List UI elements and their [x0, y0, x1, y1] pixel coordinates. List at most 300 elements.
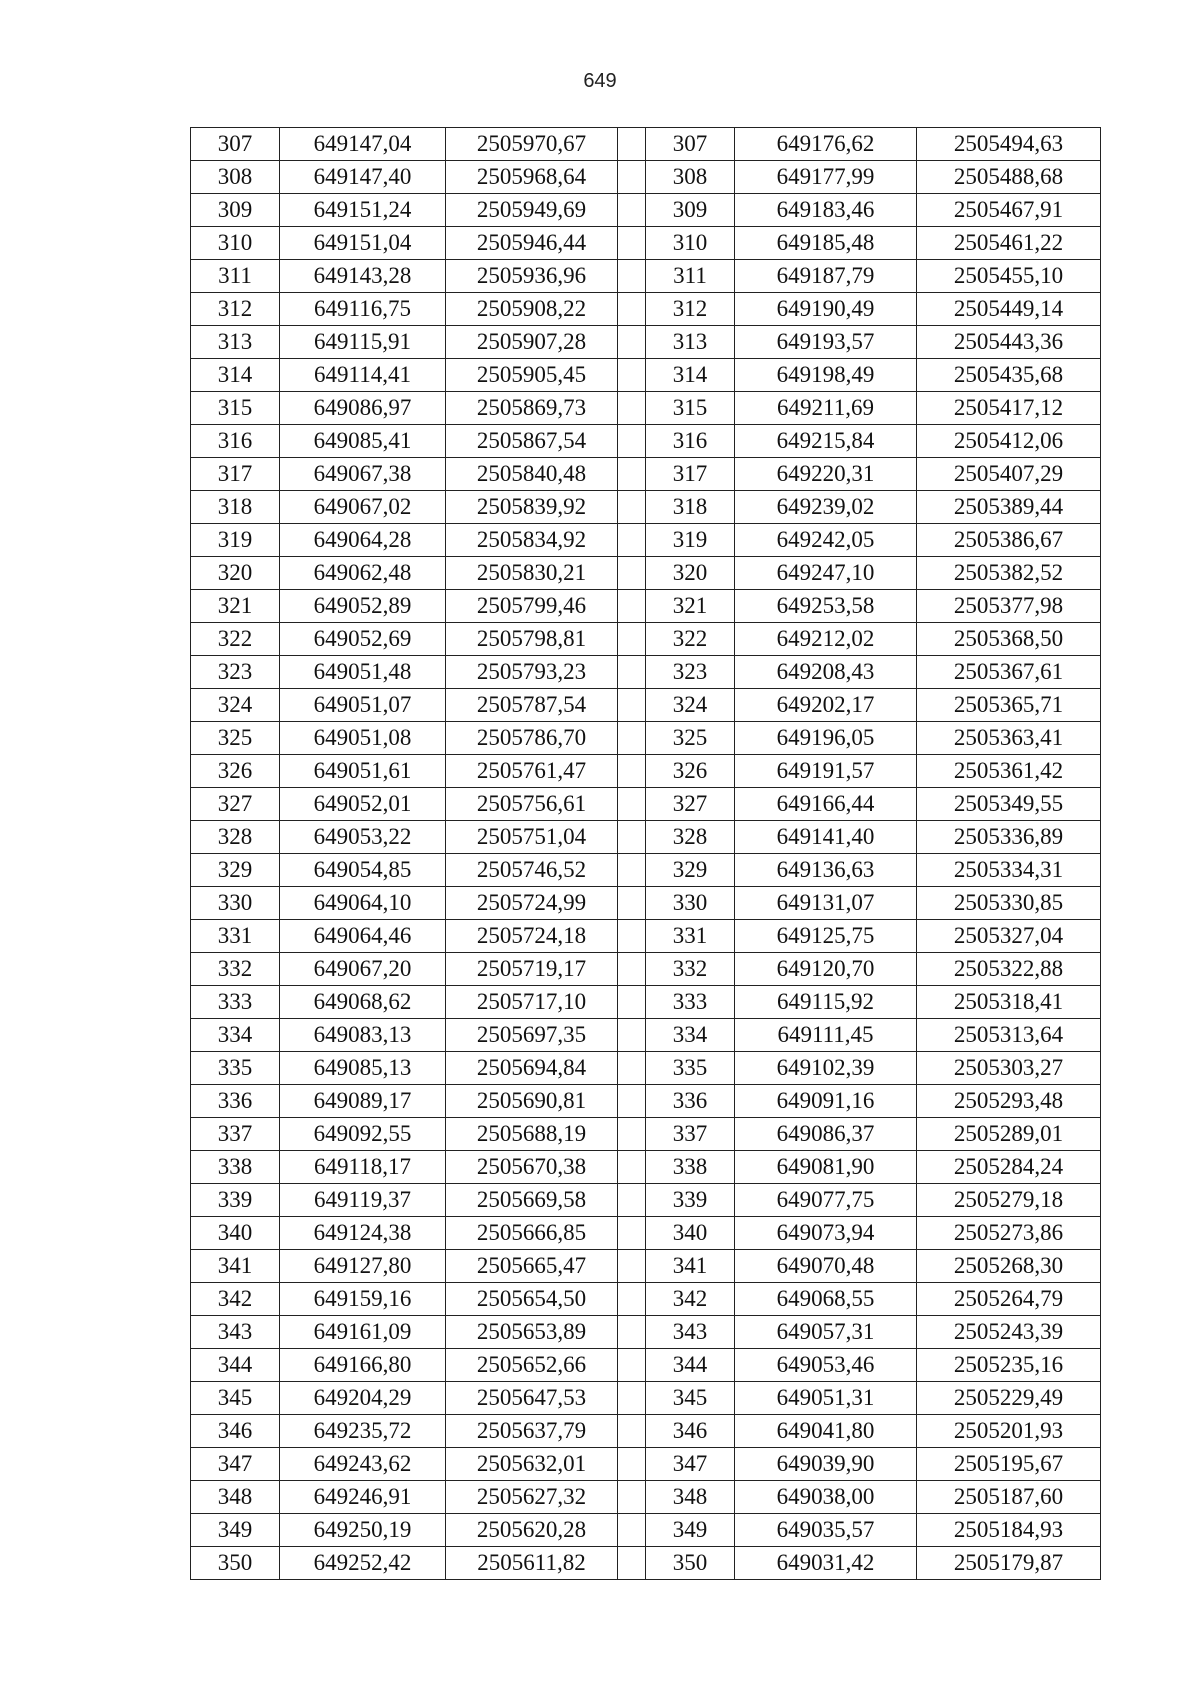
right-point-number: 328: [646, 821, 735, 854]
right-x-coordinate: 649091,16: [735, 1085, 917, 1118]
left-x-coordinate: 649053,22: [280, 821, 446, 854]
left-point-number: 312: [191, 293, 280, 326]
right-y-coordinate: 2505284,24: [917, 1151, 1101, 1184]
table-row: [191, 854, 1101, 887]
left-point-number: 324: [191, 689, 280, 722]
right-y-coordinate: 2505367,61: [917, 656, 1101, 689]
left-x-coordinate: 649064,10: [280, 887, 446, 920]
left-x-coordinate: 649252,42: [280, 1547, 446, 1580]
right-x-coordinate: 649041,80: [735, 1415, 917, 1448]
right-point-number: 346: [646, 1415, 735, 1448]
right-x-coordinate: 649193,57: [735, 326, 917, 359]
right-y-coordinate: 2505349,55: [917, 788, 1101, 821]
right-y-coordinate: 2505386,67: [917, 524, 1101, 557]
right-x-coordinate: 649247,10: [735, 557, 917, 590]
separator-cell: [618, 722, 646, 755]
left-y-coordinate: 2505724,99: [446, 887, 618, 920]
separator-cell: [618, 260, 646, 293]
right-point-number: 309: [646, 194, 735, 227]
table-row: [191, 1415, 1101, 1448]
separator-cell: [618, 1415, 646, 1448]
right-x-coordinate: 649120,70: [735, 953, 917, 986]
separator-cell: [618, 1019, 646, 1052]
right-y-coordinate: 2505368,50: [917, 623, 1101, 656]
left-y-coordinate: 2505793,23: [446, 656, 618, 689]
right-y-coordinate: 2505327,04: [917, 920, 1101, 953]
separator-cell: [618, 1052, 646, 1085]
right-x-coordinate: 649057,31: [735, 1316, 917, 1349]
left-x-coordinate: 649166,80: [280, 1349, 446, 1382]
left-y-coordinate: 2505653,89: [446, 1316, 618, 1349]
right-y-coordinate: 2505179,87: [917, 1547, 1101, 1580]
table-row: [191, 1547, 1101, 1580]
left-y-coordinate: 2505654,50: [446, 1283, 618, 1316]
left-point-number: 343: [191, 1316, 280, 1349]
left-point-number: 334: [191, 1019, 280, 1052]
separator-cell: [618, 194, 646, 227]
table-row: [191, 887, 1101, 920]
left-point-number: 331: [191, 920, 280, 953]
left-point-number: 320: [191, 557, 280, 590]
table-row: [191, 623, 1101, 656]
right-y-coordinate: 2505289,01: [917, 1118, 1101, 1151]
left-point-number: 348: [191, 1481, 280, 1514]
right-point-number: 329: [646, 854, 735, 887]
right-point-number: 335: [646, 1052, 735, 1085]
right-point-number: 321: [646, 590, 735, 623]
right-x-coordinate: 649215,84: [735, 425, 917, 458]
right-x-coordinate: 649196,05: [735, 722, 917, 755]
right-x-coordinate: 649039,90: [735, 1448, 917, 1481]
right-y-coordinate: 2505412,06: [917, 425, 1101, 458]
separator-cell: [618, 359, 646, 392]
separator-cell: [618, 623, 646, 656]
left-y-coordinate: 2505717,10: [446, 986, 618, 1019]
right-y-coordinate: 2505229,49: [917, 1382, 1101, 1415]
table-row: [191, 557, 1101, 590]
table-row: [191, 293, 1101, 326]
right-x-coordinate: 649070,48: [735, 1250, 917, 1283]
left-point-number: 335: [191, 1052, 280, 1085]
right-y-coordinate: 2505334,31: [917, 854, 1101, 887]
separator-cell: [618, 491, 646, 524]
right-x-coordinate: 649051,31: [735, 1382, 917, 1415]
left-x-coordinate: 649083,13: [280, 1019, 446, 1052]
right-point-number: 336: [646, 1085, 735, 1118]
separator-cell: [618, 392, 646, 425]
right-point-number: 341: [646, 1250, 735, 1283]
table-row: [191, 755, 1101, 788]
left-x-coordinate: 649085,13: [280, 1052, 446, 1085]
table-row: [191, 689, 1101, 722]
right-point-number: 325: [646, 722, 735, 755]
separator-cell: [618, 1217, 646, 1250]
right-x-coordinate: 649211,69: [735, 392, 917, 425]
left-point-number: 342: [191, 1283, 280, 1316]
separator-cell: [618, 326, 646, 359]
table-row: [191, 227, 1101, 260]
right-point-number: 327: [646, 788, 735, 821]
left-point-number: 346: [191, 1415, 280, 1448]
table-row: [191, 1151, 1101, 1184]
left-y-coordinate: 2505970,67: [446, 128, 618, 161]
left-point-number: 317: [191, 458, 280, 491]
left-y-coordinate: 2505694,84: [446, 1052, 618, 1085]
separator-cell: [618, 887, 646, 920]
left-point-number: 316: [191, 425, 280, 458]
page-number: 649: [583, 70, 617, 92]
left-x-coordinate: 649052,89: [280, 590, 446, 623]
separator-cell: [618, 1448, 646, 1481]
table-row: [191, 1349, 1101, 1382]
right-x-coordinate: 649073,94: [735, 1217, 917, 1250]
right-y-coordinate: 2505184,93: [917, 1514, 1101, 1547]
table-row: [191, 1217, 1101, 1250]
left-x-coordinate: 649054,85: [280, 854, 446, 887]
right-x-coordinate: 649115,92: [735, 986, 917, 1019]
left-y-coordinate: 2505697,35: [446, 1019, 618, 1052]
left-y-coordinate: 2505834,92: [446, 524, 618, 557]
right-x-coordinate: 649081,90: [735, 1151, 917, 1184]
left-y-coordinate: 2505761,47: [446, 755, 618, 788]
right-point-number: 333: [646, 986, 735, 1019]
left-point-number: 325: [191, 722, 280, 755]
right-y-coordinate: 2505235,16: [917, 1349, 1101, 1382]
right-point-number: 314: [646, 359, 735, 392]
table-row: [191, 1052, 1101, 1085]
separator-cell: [618, 788, 646, 821]
left-x-coordinate: 649143,28: [280, 260, 446, 293]
table-row: [191, 392, 1101, 425]
right-x-coordinate: 649253,58: [735, 590, 917, 623]
right-point-number: 330: [646, 887, 735, 920]
right-x-coordinate: 649208,43: [735, 656, 917, 689]
left-x-coordinate: 649089,17: [280, 1085, 446, 1118]
right-point-number: 331: [646, 920, 735, 953]
right-point-number: 324: [646, 689, 735, 722]
table-row: [191, 986, 1101, 1019]
right-point-number: 322: [646, 623, 735, 656]
left-y-coordinate: 2505746,52: [446, 854, 618, 887]
right-point-number: 344: [646, 1349, 735, 1382]
table-row: [191, 359, 1101, 392]
left-y-coordinate: 2505949,69: [446, 194, 618, 227]
left-point-number: 341: [191, 1250, 280, 1283]
right-y-coordinate: 2505313,64: [917, 1019, 1101, 1052]
left-y-coordinate: 2505799,46: [446, 590, 618, 623]
right-y-coordinate: 2505201,93: [917, 1415, 1101, 1448]
right-x-coordinate: 649202,17: [735, 689, 917, 722]
left-x-coordinate: 649086,97: [280, 392, 446, 425]
left-y-coordinate: 2505908,22: [446, 293, 618, 326]
separator-cell: [618, 1382, 646, 1415]
left-x-coordinate: 649051,08: [280, 722, 446, 755]
table-row: [191, 1184, 1101, 1217]
separator-cell: [618, 1349, 646, 1382]
separator-cell: [618, 1316, 646, 1349]
left-point-number: 318: [191, 491, 280, 524]
left-y-coordinate: 2505907,28: [446, 326, 618, 359]
right-x-coordinate: 649131,07: [735, 887, 917, 920]
right-point-number: 318: [646, 491, 735, 524]
right-x-coordinate: 649185,48: [735, 227, 917, 260]
table-row: [191, 590, 1101, 623]
table-row: [191, 458, 1101, 491]
separator-cell: [618, 953, 646, 986]
right-point-number: 313: [646, 326, 735, 359]
left-y-coordinate: 2505756,61: [446, 788, 618, 821]
left-y-coordinate: 2505665,47: [446, 1250, 618, 1283]
left-point-number: 329: [191, 854, 280, 887]
separator-cell: [618, 1547, 646, 1580]
left-y-coordinate: 2505719,17: [446, 953, 618, 986]
right-y-coordinate: 2505363,41: [917, 722, 1101, 755]
right-point-number: 339: [646, 1184, 735, 1217]
separator-cell: [618, 1250, 646, 1283]
left-x-coordinate: 649052,69: [280, 623, 446, 656]
right-y-coordinate: 2505449,14: [917, 293, 1101, 326]
right-y-coordinate: 2505455,10: [917, 260, 1101, 293]
separator-cell: [618, 458, 646, 491]
left-point-number: 323: [191, 656, 280, 689]
table-row: [191, 953, 1101, 986]
left-point-number: 337: [191, 1118, 280, 1151]
right-point-number: 349: [646, 1514, 735, 1547]
left-y-coordinate: 2505632,01: [446, 1448, 618, 1481]
left-point-number: 315: [191, 392, 280, 425]
left-point-number: 322: [191, 623, 280, 656]
left-y-coordinate: 2505839,92: [446, 491, 618, 524]
separator-cell: [618, 821, 646, 854]
left-x-coordinate: 649246,91: [280, 1481, 446, 1514]
right-x-coordinate: 649038,00: [735, 1481, 917, 1514]
right-y-coordinate: 2505268,30: [917, 1250, 1101, 1283]
left-y-coordinate: 2505652,66: [446, 1349, 618, 1382]
right-y-coordinate: 2505330,85: [917, 887, 1101, 920]
right-x-coordinate: 649086,37: [735, 1118, 917, 1151]
left-y-coordinate: 2505830,21: [446, 557, 618, 590]
table-row: [191, 491, 1101, 524]
left-y-coordinate: 2505647,53: [446, 1382, 618, 1415]
left-point-number: 321: [191, 590, 280, 623]
left-y-coordinate: 2505787,54: [446, 689, 618, 722]
table-row: [191, 128, 1101, 161]
left-point-number: 344: [191, 1349, 280, 1382]
separator-cell: [618, 1481, 646, 1514]
table-row: [191, 1316, 1101, 1349]
right-point-number: 337: [646, 1118, 735, 1151]
left-point-number: 307: [191, 128, 280, 161]
left-x-coordinate: 649064,46: [280, 920, 446, 953]
right-x-coordinate: 649198,49: [735, 359, 917, 392]
left-y-coordinate: 2505611,82: [446, 1547, 618, 1580]
left-point-number: 338: [191, 1151, 280, 1184]
separator-cell: [618, 1085, 646, 1118]
left-x-coordinate: 649159,16: [280, 1283, 446, 1316]
right-point-number: 319: [646, 524, 735, 557]
left-point-number: 349: [191, 1514, 280, 1547]
right-point-number: 307: [646, 128, 735, 161]
right-x-coordinate: 649183,46: [735, 194, 917, 227]
table-row: [191, 1085, 1101, 1118]
left-y-coordinate: 2505867,54: [446, 425, 618, 458]
left-y-coordinate: 2505905,45: [446, 359, 618, 392]
table-row: [191, 1283, 1101, 1316]
right-y-coordinate: 2505407,29: [917, 458, 1101, 491]
right-y-coordinate: 2505417,12: [917, 392, 1101, 425]
left-point-number: 336: [191, 1085, 280, 1118]
left-x-coordinate: 649147,04: [280, 128, 446, 161]
right-y-coordinate: 2505279,18: [917, 1184, 1101, 1217]
left-x-coordinate: 649151,24: [280, 194, 446, 227]
right-y-coordinate: 2505389,44: [917, 491, 1101, 524]
coordinates-table-body: [191, 128, 1101, 1580]
left-x-coordinate: 649068,62: [280, 986, 446, 1019]
right-x-coordinate: 649191,57: [735, 755, 917, 788]
left-point-number: 308: [191, 161, 280, 194]
right-point-number: 332: [646, 953, 735, 986]
left-x-coordinate: 649250,19: [280, 1514, 446, 1547]
right-x-coordinate: 649102,39: [735, 1052, 917, 1085]
separator-cell: [618, 425, 646, 458]
right-y-coordinate: 2505461,22: [917, 227, 1101, 260]
right-point-number: 323: [646, 656, 735, 689]
right-point-number: 315: [646, 392, 735, 425]
separator-cell: [618, 986, 646, 1019]
left-y-coordinate: 2505724,18: [446, 920, 618, 953]
right-point-number: 334: [646, 1019, 735, 1052]
right-point-number: 348: [646, 1481, 735, 1514]
left-point-number: 328: [191, 821, 280, 854]
right-point-number: 343: [646, 1316, 735, 1349]
left-point-number: 345: [191, 1382, 280, 1415]
left-x-coordinate: 649115,91: [280, 326, 446, 359]
left-x-coordinate: 649116,75: [280, 293, 446, 326]
table-row: [191, 1118, 1101, 1151]
right-point-number: 347: [646, 1448, 735, 1481]
right-point-number: 311: [646, 260, 735, 293]
left-point-number: 319: [191, 524, 280, 557]
left-x-coordinate: 649127,80: [280, 1250, 446, 1283]
left-y-coordinate: 2505670,38: [446, 1151, 618, 1184]
separator-cell: [618, 293, 646, 326]
left-y-coordinate: 2505620,28: [446, 1514, 618, 1547]
left-point-number: 330: [191, 887, 280, 920]
right-x-coordinate: 649176,62: [735, 128, 917, 161]
left-y-coordinate: 2505840,48: [446, 458, 618, 491]
left-y-coordinate: 2505968,64: [446, 161, 618, 194]
separator-cell: [618, 755, 646, 788]
left-x-coordinate: 649085,41: [280, 425, 446, 458]
right-y-coordinate: 2505243,39: [917, 1316, 1101, 1349]
table-row: [191, 1019, 1101, 1052]
separator-cell: [618, 920, 646, 953]
left-point-number: 313: [191, 326, 280, 359]
right-point-number: 320: [646, 557, 735, 590]
left-x-coordinate: 649235,72: [280, 1415, 446, 1448]
left-point-number: 350: [191, 1547, 280, 1580]
right-y-coordinate: 2505195,67: [917, 1448, 1101, 1481]
right-point-number: 340: [646, 1217, 735, 1250]
right-point-number: 308: [646, 161, 735, 194]
left-point-number: 311: [191, 260, 280, 293]
left-point-number: 333: [191, 986, 280, 1019]
separator-cell: [618, 656, 646, 689]
separator-cell: [618, 689, 646, 722]
table-row: [191, 260, 1101, 293]
left-x-coordinate: 649067,38: [280, 458, 446, 491]
separator-cell: [618, 590, 646, 623]
left-y-coordinate: 2505936,96: [446, 260, 618, 293]
left-point-number: 339: [191, 1184, 280, 1217]
right-x-coordinate: 649111,45: [735, 1019, 917, 1052]
table-row: [191, 1481, 1101, 1514]
separator-cell: [618, 1283, 646, 1316]
left-x-coordinate: 649204,29: [280, 1382, 446, 1415]
right-x-coordinate: 649141,40: [735, 821, 917, 854]
left-x-coordinate: 649151,04: [280, 227, 446, 260]
right-point-number: 345: [646, 1382, 735, 1415]
left-x-coordinate: 649062,48: [280, 557, 446, 590]
right-y-coordinate: 2505488,68: [917, 161, 1101, 194]
table-row: [191, 1250, 1101, 1283]
separator-cell: [618, 1184, 646, 1217]
right-y-coordinate: 2505273,86: [917, 1217, 1101, 1250]
right-y-coordinate: 2505318,41: [917, 986, 1101, 1019]
left-y-coordinate: 2505869,73: [446, 392, 618, 425]
right-x-coordinate: 649190,49: [735, 293, 917, 326]
left-x-coordinate: 649067,20: [280, 953, 446, 986]
left-y-coordinate: 2505798,81: [446, 623, 618, 656]
separator-cell: [618, 128, 646, 161]
right-y-coordinate: 2505322,88: [917, 953, 1101, 986]
table-row: [191, 425, 1101, 458]
table-row: [191, 326, 1101, 359]
table-row: [191, 1382, 1101, 1415]
separator-cell: [618, 161, 646, 194]
right-y-coordinate: 2505264,79: [917, 1283, 1101, 1316]
separator-cell: [618, 854, 646, 887]
table-row: [191, 161, 1101, 194]
right-x-coordinate: 649053,46: [735, 1349, 917, 1382]
separator-cell: [618, 1118, 646, 1151]
right-point-number: 310: [646, 227, 735, 260]
right-x-coordinate: 649077,75: [735, 1184, 917, 1217]
table-row: [191, 1514, 1101, 1547]
table-row: [191, 920, 1101, 953]
left-point-number: 327: [191, 788, 280, 821]
right-x-coordinate: 649239,02: [735, 491, 917, 524]
left-y-coordinate: 2505751,04: [446, 821, 618, 854]
left-x-coordinate: 649119,37: [280, 1184, 446, 1217]
left-y-coordinate: 2505690,81: [446, 1085, 618, 1118]
left-y-coordinate: 2505637,79: [446, 1415, 618, 1448]
right-y-coordinate: 2505467,91: [917, 194, 1101, 227]
right-point-number: 312: [646, 293, 735, 326]
right-y-coordinate: 2505187,60: [917, 1481, 1101, 1514]
table-row: [191, 524, 1101, 557]
left-x-coordinate: 649243,62: [280, 1448, 446, 1481]
right-point-number: 350: [646, 1547, 735, 1580]
right-x-coordinate: 649136,63: [735, 854, 917, 887]
table-row: [191, 656, 1101, 689]
right-point-number: 326: [646, 755, 735, 788]
right-y-coordinate: 2505443,36: [917, 326, 1101, 359]
right-y-coordinate: 2505336,89: [917, 821, 1101, 854]
right-y-coordinate: 2505365,71: [917, 689, 1101, 722]
separator-cell: [618, 227, 646, 260]
left-y-coordinate: 2505627,32: [446, 1481, 618, 1514]
